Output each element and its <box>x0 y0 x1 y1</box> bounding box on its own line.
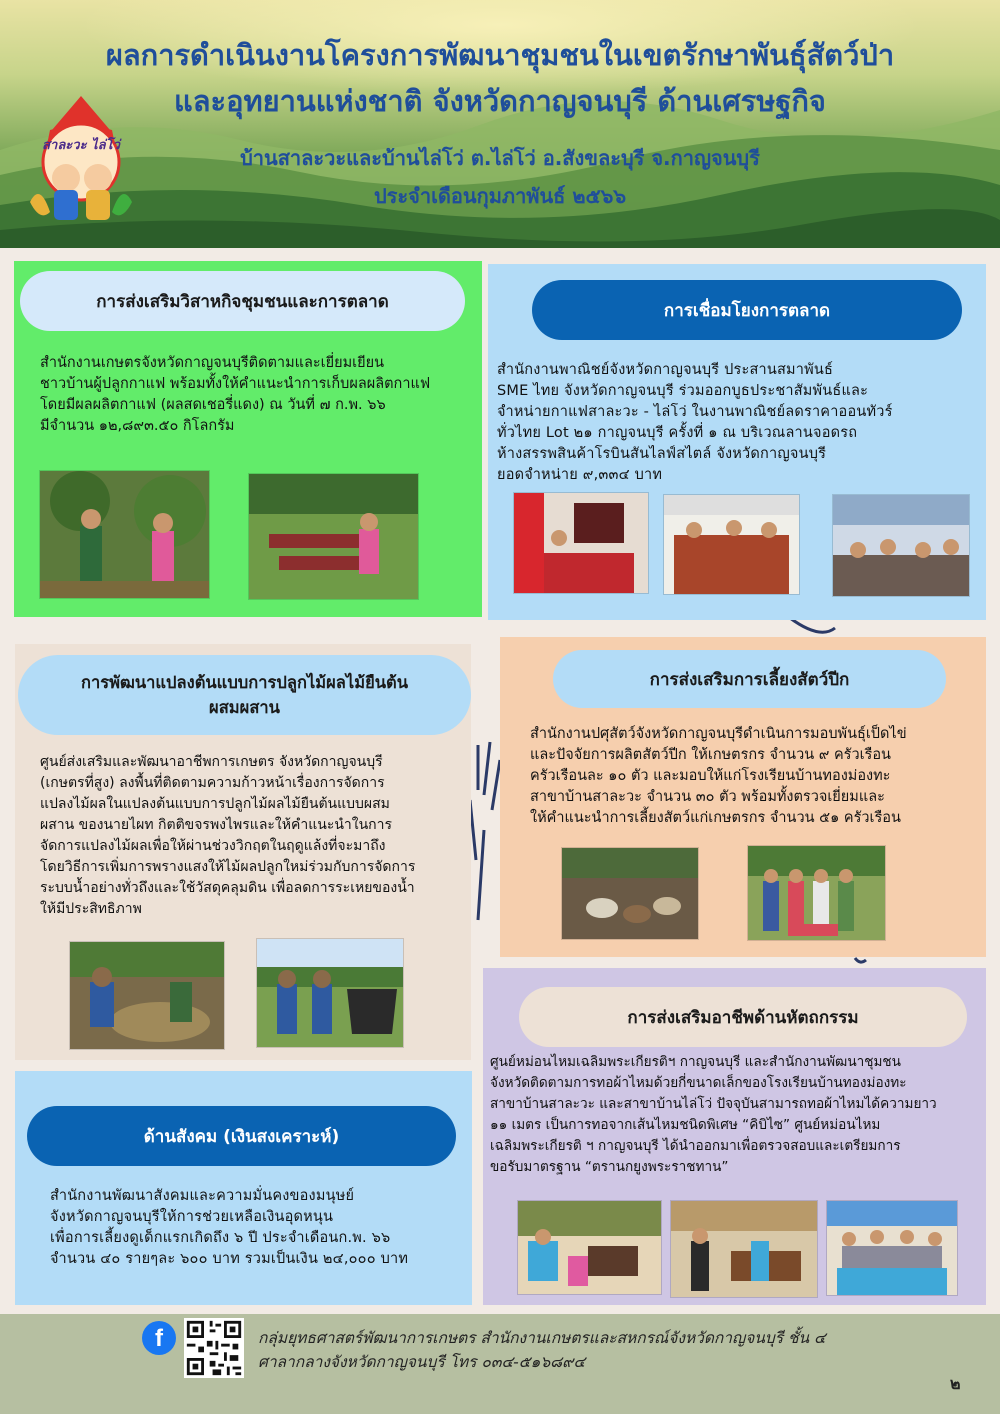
community-business-text: สำนักงานเกษตรจังหวัดกาญจนบุรีติดตามและเยี่ยมเยียน ชาวบ้านผู้ปลูกกาแฟ พร้อมทั้งให้คำแนะนำการเก็บผลผลิตกาแฟ โดยมีผลผลิตกาแฟ (ผลสดเชอรี่แดง) ณ วันที่ ๗ ก.พ. ๖๖ มีจำนวน ๑๒,๘๙๓.๕๐ กิโลกรัม <box>40 355 431 434</box>
fruit-plot-photo-1 <box>69 941 225 1050</box>
market-booth-photo-1 <box>513 492 649 594</box>
social-heading: ด้านสังคม (เงินสงเคราะห์) <box>27 1106 456 1166</box>
poultry-text: สำนักงานปศุสัตว์จังหวัดกาญจนบุรีดำเนินการมอบพันธุ์เป็ดไข่ และปัจจัยการผลิตสัตว์ปีก ให้เกษตรกร จำนวน ๙ ครัวเรือน ครัวเรือนละ ๑๐ ตัว และมอบให้แก่โรงเรียนบ้านทองม่องทะ สาขาบ้านสาละวะ จำนวน ๓๐ ตัว พร้อมทั้งตรวจเยี่ยมและ ให้คำแนะนำการเลี้ยงสัตว์แก่เกษตรกร จำนวน ๕๑ ครัวเรือน <box>530 726 907 826</box>
fruit-plot-text: ศูนย์ส่งเสริมและพัฒนาอาชีพการเกษตร จังหวัดกาญจนบุรี (เกษตรที่สูง) ลงพื้นที่ติดตามความก้าวหน้าเรื่องการจัดการ แปลงไม้ผลในแปลงต้นแบบการปลูกไม้ผลไม้ยืนต้นแบบผสม ผสาน ของนายไผท กิตติขจรพงไพรและให้คำแนะนำในการ จัดการแปลงไม้ผลเพื่อให้ผ่านช่วงวิกฤตในฤดูแล้งที่จะมาถึง โดยวิธีการเพิ่มการพรางแสงให้ไม้ผลปลูกใหม่ร่วมกับการจัดการ ระบบน้ำอย่างทั่วถึงและใช้วัสดุคลุมดิน เพื่อลดการระเหยของน้ำ ให้มีประสิทธิภาพ <box>40 754 416 917</box>
market-linkage-heading: การเชื่อมโยงการตลาด <box>532 280 962 340</box>
weaving-photo-1 <box>517 1200 662 1295</box>
weaving-photo-2 <box>670 1200 818 1298</box>
fruit-plot-heading: การพัฒนาแปลงต้นแบบการปลูกไม้ผลไม้ยืนต้น ผสมผสาน <box>18 655 471 735</box>
poultry-heading: การส่งเสริมการเลี้ยงสัตว์ปีก <box>553 650 946 708</box>
page-title-line1: ผลการดำเนินงานโครงการพัฒนาชุมชนในเขตรักษาพันธุ์สัตว์ป่า <box>105 38 895 72</box>
page-subtitle-month: ประจำเดือนกุมภาพันธ์ ๒๕๖๖ <box>373 184 627 208</box>
market-booth-photo-2 <box>663 494 800 595</box>
handicraft-text: ศูนย์หม่อนไหมเฉลิมพระเกียรติฯ กาญจนบุรี และสำนักงานพัฒนาชุมชน จังหวัดติดตามการทอผ้าไหมด้วยกี่ขนาดเล็กของโรงเรียนบ้านทองม่องทะ สาขาบ้านสาละวะ และสาขาบ้านไล่โว่ ปัจจุบันสามารถทอผ้าไหมได้ความยาว ๑๑ เมตร เป็นการทอจากเส้นไหมชนิดพิเศษ “คิบิไซ” ศูนย์หม่อนไหม เฉลิมพระเกียรติ ฯ กาญจนบุรี ได้นำออกมาเพื่อตรวจสอบและเตรียมการ ขอรับมาตรฐาน “ตรานกยูงพระราชทาน” <box>490 1054 937 1175</box>
page-subtitle-location: บ้านสาละวะและบ้านไล่โว่ ต.ไล่โว่ อ.สังขละบุรี จ.กาญจนบุรี <box>240 146 760 170</box>
weaving-group-photo <box>826 1200 958 1296</box>
fruit-plot-photo-2 <box>256 938 404 1048</box>
page-number: ๒ <box>950 1374 961 1393</box>
social-text: สำนักงานพัฒนาสังคมและความมั่นคงของมนุษย์ จังหวัดกาญจนบุรีให้การช่วยเหลือเงินอุดหนุน เพื่อการเลี้ยงดูเด็กแรกเกิดถึง ๖ ปี ประจำเดือนก.พ. ๖๖ จำนวน ๔๐ รายๆละ ๖๐๐ บาท รวมเป็นเงิน ๒๔,๐๐๐ บาท <box>50 1188 409 1267</box>
poultry-group-photo <box>747 845 886 941</box>
facebook-icon[interactable]: f <box>142 1321 176 1355</box>
market-linkage-text: สำนักงานพาณิชย์จังหวัดกาญจนบุรี ประสานสมาพันธ์ SME ไทย จังหวัดกาญจนบุรี ร่วมออกบูธประชาสัมพันธ์และ จำหน่ายกาแฟสาละวะ - ไล่โว่ ในงานพาณิชย์ลดราคาออนทัวร์ ทั่วไทย Lot ๒๑ กาญจนบุรี ครั้งที่ ๑ ณ บริเวณลานจอดรถ ห้างสรรพสินค้าโรบินสันไลฟ์สไตล์ จังหวัดกาญจนบุรี ยอดจำหน่าย ๙,๓๓๔ บาท <box>497 362 893 483</box>
page-title-line2: และอุทยานแห่งชาติ จังหวัดกาญจนบุรี ด้านเศรษฐกิจ <box>174 84 826 118</box>
ducks-photo <box>561 847 699 940</box>
logo-text: สาละวะ ไล่โว่ <box>42 138 120 153</box>
coffee-farm-photo <box>39 470 210 599</box>
handicraft-heading: การส่งเสริมอาชีพด้านหัตถกรรม <box>519 987 967 1047</box>
footer-contact: กลุ่มยุทธศาสตร์พัฒนาการเกษตร สำนักงานเกษตรและสหกรณ์จังหวัดกาญจนบุรี ชั้น ๔ ศาลากลางจังหวัดกาญจนบุรี โทร ๐๓๔-๕๑๖๘๙๔ <box>258 1329 826 1371</box>
header-banner <box>0 0 1000 248</box>
market-booth-photo-3 <box>832 494 970 597</box>
coffee-drying-photo <box>248 473 419 600</box>
community-business-heading: การส่งเสริมวิสาหกิจชุมชนและการตลาด <box>20 271 465 331</box>
qr-code-icon[interactable] <box>184 1318 244 1378</box>
